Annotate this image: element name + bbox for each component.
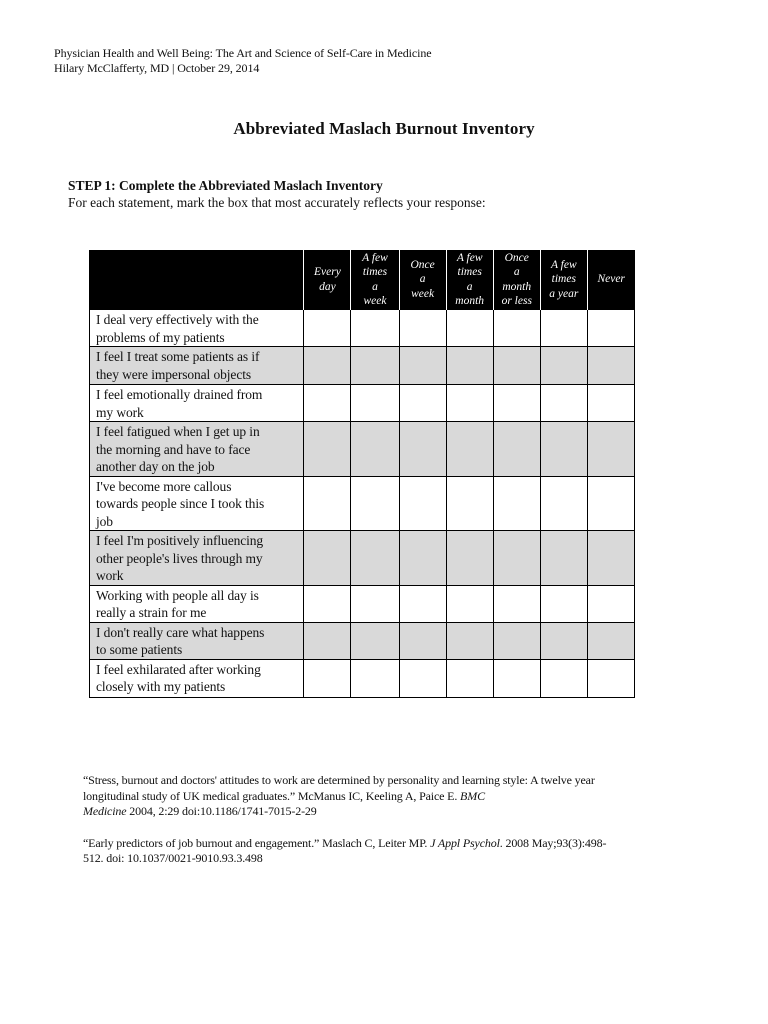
statement-line: I've become more callous (96, 478, 232, 494)
response-box[interactable] (351, 622, 399, 659)
column-header-line: week (411, 287, 435, 300)
column-header-5 (493, 250, 540, 310)
response-box[interactable] (446, 585, 493, 622)
response-box[interactable] (304, 385, 351, 422)
column-header-line: a (419, 273, 426, 286)
reference-1-journal-b: Medicine (83, 804, 127, 818)
column-header-3 (399, 250, 446, 310)
column-header-line: A few (362, 251, 388, 264)
response-box[interactable] (540, 347, 587, 385)
statement-line: another day on the job (96, 459, 215, 474)
table-row (90, 531, 635, 586)
column-header-1 (304, 250, 351, 310)
response-box[interactable] (304, 622, 351, 659)
response-box[interactable] (587, 347, 634, 385)
response-box[interactable] (399, 310, 446, 347)
table-row (90, 310, 635, 347)
column-header-4 (446, 250, 493, 310)
statement-cell (90, 347, 304, 385)
statement-line: I feel emotionally drained from (96, 387, 263, 402)
response-box[interactable] (351, 422, 399, 477)
reference-1-line-2: longitudinal study of UK medical graduates.” McManus IC, Keeling A, Paice E. (83, 788, 461, 803)
statement-line: towards people since I took this (96, 496, 265, 511)
response-box[interactable] (399, 476, 446, 531)
column-header-line: month (502, 280, 532, 293)
step-title: STEP 1: Complete the Abbreviated Maslach Inventory (68, 178, 383, 193)
statement-cell (90, 422, 304, 477)
reference-2-line-1-tail: . 2008 May;93(3):498- (499, 835, 607, 850)
table-row (90, 422, 635, 477)
response-box[interactable] (493, 422, 540, 477)
response-box[interactable] (540, 585, 587, 622)
column-header-line: times (362, 266, 388, 278)
statement-line: my work (96, 404, 144, 420)
reference-1-journal-a: BMC (460, 788, 485, 803)
response-box[interactable] (304, 422, 351, 477)
table-row (90, 622, 635, 659)
response-box[interactable] (446, 659, 493, 697)
reference-2-journal: J Appl Psychol (430, 835, 500, 850)
response-box[interactable] (587, 659, 634, 697)
column-header-2 (351, 250, 399, 310)
response-box[interactable] (351, 585, 399, 622)
statement-line: problems of my patients (96, 329, 225, 345)
response-box[interactable] (540, 476, 587, 531)
reference-2-line-1: “Early predictors of job burnout and engagement.” Maslach C, Leiter MP. (83, 835, 431, 850)
response-box[interactable] (446, 310, 493, 347)
column-header-line: A few (550, 258, 577, 271)
response-box[interactable] (540, 622, 587, 659)
column-header-line: or less (501, 295, 532, 307)
table-row (90, 585, 635, 622)
statement-line: they were impersonal objects (96, 366, 252, 382)
step-instruction: For each statement, mark the box that most accurately reflects your response: (68, 195, 486, 210)
response-box[interactable] (446, 347, 493, 385)
response-box[interactable] (446, 422, 493, 477)
response-box[interactable] (493, 310, 540, 347)
column-header-line: day (319, 280, 336, 293)
statement-line: other people's lives through my (96, 550, 263, 566)
response-box[interactable] (446, 531, 493, 586)
header-line-1: Physician Health and Well Being: The Art and Science of Self-Care in Medicine (54, 46, 432, 60)
table-row (90, 659, 635, 697)
response-box[interactable] (399, 385, 446, 422)
statement-line: I don't really care what happens (96, 624, 265, 640)
column-header-line: a (513, 266, 520, 278)
response-box[interactable] (540, 659, 587, 697)
reference-1-line-3: 2004, 2:29 doi:10.1186/1741-7015-2-29 (126, 804, 317, 818)
response-box[interactable] (587, 310, 634, 347)
page-header (54, 46, 431, 76)
statement-cell (90, 659, 304, 697)
reference-2 (83, 836, 673, 867)
response-box[interactable] (587, 422, 634, 477)
column-header-7 (587, 250, 634, 310)
column-header-6 (540, 250, 587, 310)
table-row (90, 385, 635, 422)
statement-line: really a strain for me (96, 605, 207, 620)
response-box[interactable] (399, 347, 446, 385)
response-box[interactable] (587, 476, 634, 531)
statement-line: closely with my patients (96, 679, 226, 694)
response-box[interactable] (493, 531, 540, 586)
reference-1 (83, 773, 673, 820)
response-box[interactable] (446, 385, 493, 422)
document-title: Abbreviated Maslach Burnout Inventory (233, 119, 535, 138)
column-header-line: a (466, 280, 473, 293)
response-box[interactable] (399, 585, 446, 622)
statement-cell (90, 385, 304, 422)
table-row (90, 347, 635, 385)
response-box[interactable] (540, 531, 587, 586)
column-header-line: month (455, 295, 485, 307)
column-header-line: week (363, 295, 387, 307)
response-box[interactable] (446, 476, 493, 531)
column-header-line: times (457, 266, 482, 278)
response-box[interactable] (540, 385, 587, 422)
statement-line: I feel I treat some patients as if (96, 349, 260, 364)
column-header-line: Never (597, 273, 625, 286)
statement-line: I feel I'm positively influencing (96, 533, 264, 548)
response-box[interactable] (351, 531, 399, 586)
response-box[interactable] (587, 531, 634, 586)
statement-line: I deal very effectively with the (96, 312, 259, 327)
response-box[interactable] (493, 385, 540, 422)
response-box[interactable] (587, 622, 634, 659)
response-box[interactable] (351, 476, 399, 531)
response-box[interactable] (446, 622, 493, 659)
column-header-line: a (372, 280, 378, 293)
response-box[interactable] (351, 385, 399, 422)
header-line-2: Hilary McClafferty, MD | October 29, 2014 (54, 61, 260, 75)
statement-cell (90, 531, 304, 586)
response-box[interactable] (304, 347, 351, 385)
response-box[interactable] (304, 310, 351, 347)
statement-cell (90, 622, 304, 659)
statement-cell (90, 310, 304, 347)
response-box[interactable] (351, 347, 399, 385)
response-box[interactable] (587, 385, 634, 422)
response-box[interactable] (399, 422, 446, 477)
statement-cell (90, 585, 304, 622)
column-header-line: Once (504, 251, 529, 264)
response-box[interactable] (399, 622, 446, 659)
table-header-row (90, 250, 635, 310)
response-box[interactable] (304, 476, 351, 531)
reference-1-line-1: “Stress, burnout and doctors' attitudes to work are determined by personality and learning style: A twelve year (83, 773, 595, 787)
response-box[interactable] (493, 659, 540, 697)
response-box[interactable] (351, 659, 399, 697)
statement-line: Working with people all day is (96, 587, 259, 603)
burnout-inventory-table (89, 250, 635, 698)
response-box[interactable] (304, 585, 351, 622)
statement-line: work (96, 568, 124, 583)
statement-line: I feel exhilarated after working (96, 661, 261, 677)
column-header-line: Once (410, 258, 435, 271)
column-header-line: times (551, 273, 576, 286)
response-box[interactable] (399, 659, 446, 697)
statement-line: the morning and have to face (96, 441, 251, 457)
response-box[interactable] (493, 476, 540, 531)
references (83, 773, 673, 883)
response-box[interactable] (304, 531, 351, 586)
response-box[interactable] (493, 585, 540, 622)
response-box[interactable] (587, 585, 634, 622)
statement-cell (90, 476, 304, 531)
reference-2-line-2: 512. doi: 10.1037/0021-9010.93.3.498 (83, 851, 263, 865)
statement-line: to some patients (96, 642, 183, 657)
column-header-line: A few (456, 251, 483, 264)
response-box[interactable] (351, 310, 399, 347)
column-header-line: Every (314, 266, 341, 278)
response-box[interactable] (399, 531, 446, 586)
response-box[interactable] (304, 659, 351, 697)
table-body (90, 310, 635, 698)
response-box[interactable] (540, 310, 587, 347)
response-box[interactable] (493, 347, 540, 385)
step-section (68, 177, 486, 211)
statement-line: job (96, 513, 113, 529)
response-box[interactable] (493, 622, 540, 659)
header-blank-cell (90, 250, 304, 310)
statement-line: I feel fatigued when I get up in (96, 424, 260, 439)
response-box[interactable] (540, 422, 587, 477)
column-header-line: a year (549, 287, 579, 300)
table-row (90, 476, 635, 531)
